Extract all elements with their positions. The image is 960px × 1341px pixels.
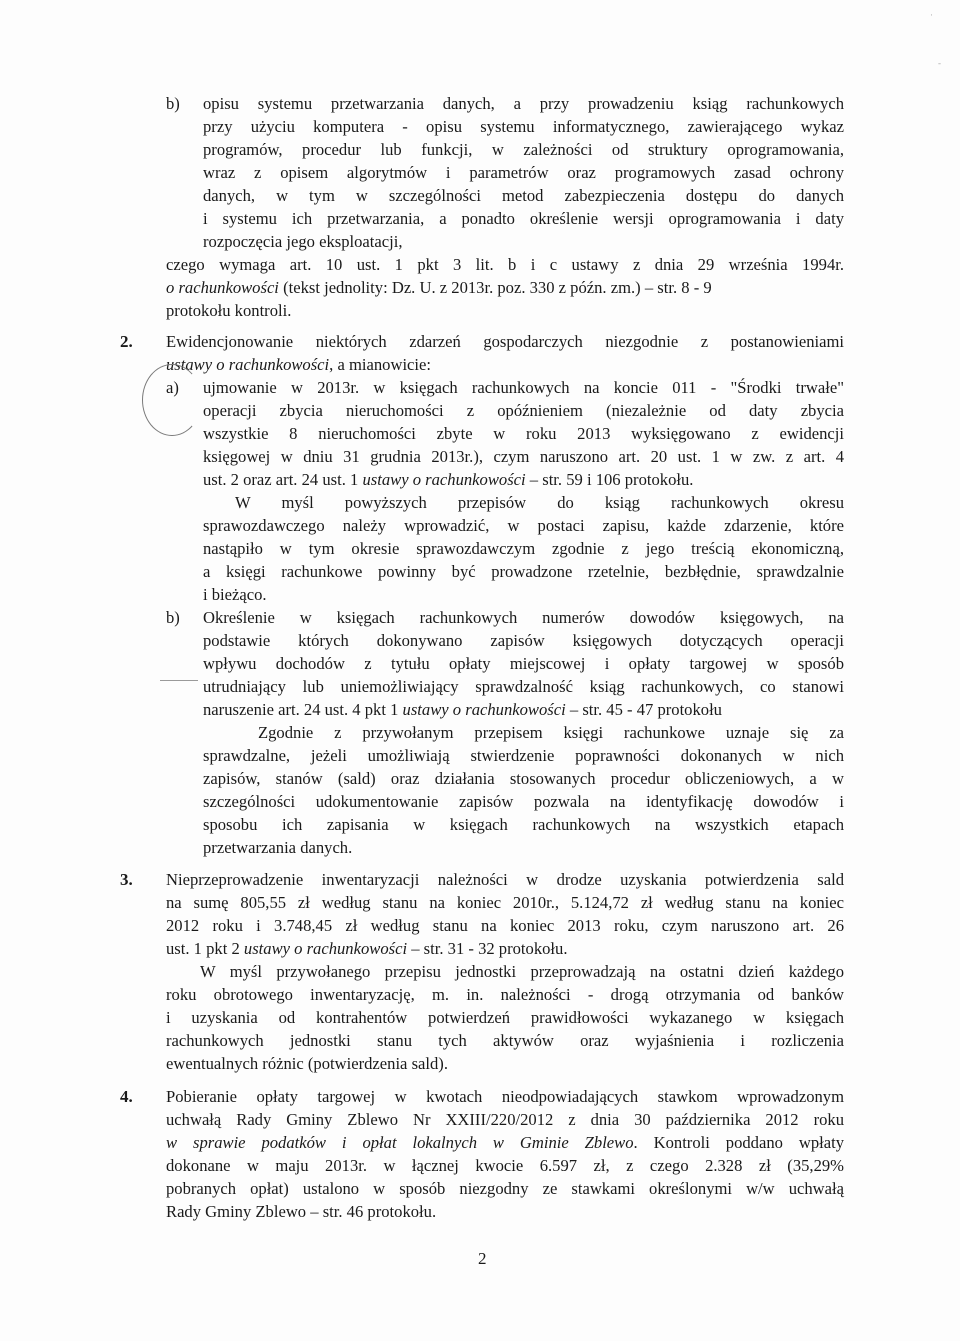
italic-ref: ustawy o rachunkowości — [362, 470, 526, 489]
text-line: zapisów, stanów (sald) oraz działania stosowanych procedur obliczeniowych, a w — [203, 769, 844, 788]
text-line: i uzyskania od kontrahentów potwierdzeń prawidłowości wykazanego w księgach — [166, 1008, 844, 1027]
text-line: 2012 roku i 3.748,45 zł według stanu na koniec 2013 roku, czym naruszono art. 26 — [166, 916, 844, 935]
text-line: protokołu kontroli. — [166, 301, 292, 320]
text-line: ewentualnych różnic (potwierdzenia sald). — [166, 1054, 448, 1073]
text-line: operacji zbycia nieruchomości z opóźnieniem (niezależnie od daty zbycia — [203, 401, 844, 420]
text-line: Pobieranie opłaty targowej w kwotach nieodpowiadających stawkom wprowadzonym — [166, 1087, 844, 1106]
page-number: 2 — [478, 1249, 487, 1268]
section-number-3: 3. — [120, 870, 133, 889]
italic-ref: ustawy o rachunkowości — [166, 355, 330, 374]
text-line: wszystkie 8 nieruchomości zbyte w roku 2013 wyksięgowano z ewidencji — [203, 424, 844, 443]
list-label-b: b) — [166, 94, 180, 113]
list-label-a: a) — [166, 378, 179, 397]
text-line: księgowej w dniu 31 grudnia 2013r.), czym naruszono art. 20 ust. 1 w zw. z art. 4 — [203, 447, 844, 466]
text-line: W myśl powyższych przepisów do ksiąg rachunkowych okresu — [235, 493, 844, 512]
text-line: uchwałą Rady Gminy Zblewo Nr XXIII/220/2012 z dnia 30 października 2012 roku — [166, 1110, 844, 1129]
text-span: – str. 31 - 32 protokołu. — [407, 939, 568, 958]
text-line: na sumę 805,55 zł według stanu na koniec 2010r., 5.124,72 zł według stanu na koniec — [166, 893, 844, 912]
text-line: opisu systemu przetwarzania danych, a przy prowadzeniu ksiąg rachunkowych — [203, 94, 844, 113]
scan-mark: · — [930, 10, 933, 20]
text-line: Zgodnie z przywołanym przepisem księgi rachunkowe uznaje się za — [258, 723, 844, 742]
section-number-2: 2. — [120, 332, 133, 351]
text-line: Rady Gminy Zblewo – str. 46 protokołu. — [166, 1202, 437, 1221]
italic-ref: ustawy o rachunkowości — [402, 700, 566, 719]
text-line: sprawdzalne, jeżeli umożliwiają stwierdzenie poprawności dokonanych w nich — [203, 746, 844, 765]
text-line: wpływu dochodów z tytułu opłaty miejscowej i opłaty targowej w sposób — [203, 654, 844, 673]
text-span: – str. 45 - 47 protokołu — [565, 700, 722, 719]
text-span: ust. 2 oraz art. 24 ust. 1 — [203, 470, 363, 489]
text-line: rachunkowych jednostki stanu tych aktywów oraz wyjaśnienia i rozliczenia — [166, 1031, 844, 1050]
text-span: naruszenie art. 24 ust. 4 pkt 1 — [203, 700, 403, 719]
text-line: Ewidencjonowanie niektórych zdarzeń gospodarczych niezgodnie z postanowieniami — [166, 332, 844, 351]
text-line: szczególności udokumentowanie zapisów pozwala na identyfikację dowodów i — [203, 792, 844, 811]
italic-ref: w sprawie podatków i opłat lokalnych w Gminie Zblewo — [166, 1133, 634, 1152]
text-span: . Kontroli poddano wpłaty — [633, 1133, 845, 1152]
text-line: i systemu ich przetwarzania, a ponadto określenie wersji oprogramowania i daty — [203, 209, 844, 228]
text-span: ust. 1 pkt 2 — [166, 939, 244, 958]
italic-ref: o rachunkowości — [166, 278, 279, 297]
text-line: roku obrotowego inwentaryzację, m. in. należności - drogą otrzymania od banków — [166, 985, 844, 1004]
text-line — [166, 1132, 844, 1154]
text-line — [203, 699, 722, 721]
handwritten-bracket-mark — [142, 364, 202, 436]
text-line: a księgi rachunkowe powinny być prowadzone rzetelnie, bezbłędnie, sprawdzalnie — [203, 562, 844, 581]
text-line: programów, procedur lub funkcji, w zależności od struktury oprogramowania, — [203, 140, 844, 159]
text-line: i bieżąco. — [203, 585, 267, 604]
text-line — [166, 938, 567, 960]
section-number-4: 4. — [120, 1087, 133, 1106]
text-line: W myśl przywołanego przepisu jednostki przeprowadzają na ostatni dzień każdego — [200, 962, 844, 981]
handwritten-dash-mark — [160, 680, 198, 681]
text-line: sposobu ich zapisania w księgach rachunkowych na wszystkich etapach — [203, 815, 844, 834]
italic-ref: ustawy o rachunkowości — [243, 939, 408, 958]
text-line: pobranych opłat) ustalono w sposób niezgodny ze stawkami określonymi w/w uchwałą — [166, 1179, 844, 1198]
text-line — [203, 469, 693, 491]
text-line — [166, 277, 844, 299]
text-line: Nieprzeprowadzenie inwentaryzacji należności w drodze uzyskania potwierdzenia sald — [166, 870, 844, 889]
text-line: przetwarzania danych. — [203, 838, 353, 857]
text-line: dokonane w maju 2013r. w łącznej kwocie 6.597 zł, z czego 2.328 zł (35,29% — [166, 1156, 844, 1175]
text-line: podstawie których dokonywano zapisów księgowych dotyczących operacji — [203, 631, 844, 650]
text-line: sprawozdawczego należy wprowadzić, w postaci zapisu, każde zdarzenie, które — [203, 516, 844, 535]
text-line: nastąpiło w tym okresie sprawozdawczym zgodnie z jego treścią ekonomiczną, — [203, 539, 844, 558]
text-line: rozpoczęcia jego eksploatacji, — [203, 232, 403, 251]
text-line: czego wymaga art. 10 ust. 1 pkt 3 lit. b i c ustawy z dnia 29 września 1994r. — [166, 255, 844, 274]
text-span: (tekst jednolity: Dz. U. z 2013r. poz. 330 z późn. zm.) – str. 8 - 9 — [278, 278, 712, 297]
text-line: przy użyciu komputera - opisu systemu informatycznego, zawierającego wykaz — [203, 117, 844, 136]
text-line: utrudniający lub uniemożliwiający sprawdzalność ksiąg rachunkowych, co stanowi — [203, 677, 844, 696]
text-line: ujmowanie w 2013r. w księgach rachunkowych na koncie 011 - "Środki trwałe" — [203, 378, 844, 397]
text-span: – str. 59 i 106 protokołu. — [525, 470, 694, 489]
text-line: Określenie w księgach rachunkowych numerów dowodów księgowych, na — [203, 608, 844, 627]
text-line — [166, 354, 431, 376]
text-line: wraz z opisem algorytmów i parametrów oraz programowych zasad ochrony — [203, 163, 844, 182]
text-line: danych, w tym w szczególności metod zabezpieczenia dostępu do danych — [203, 186, 844, 205]
scan-mark: - — [938, 58, 941, 68]
list-label-b: b) — [166, 608, 180, 627]
text-span: , a mianowicie: — [329, 355, 432, 374]
